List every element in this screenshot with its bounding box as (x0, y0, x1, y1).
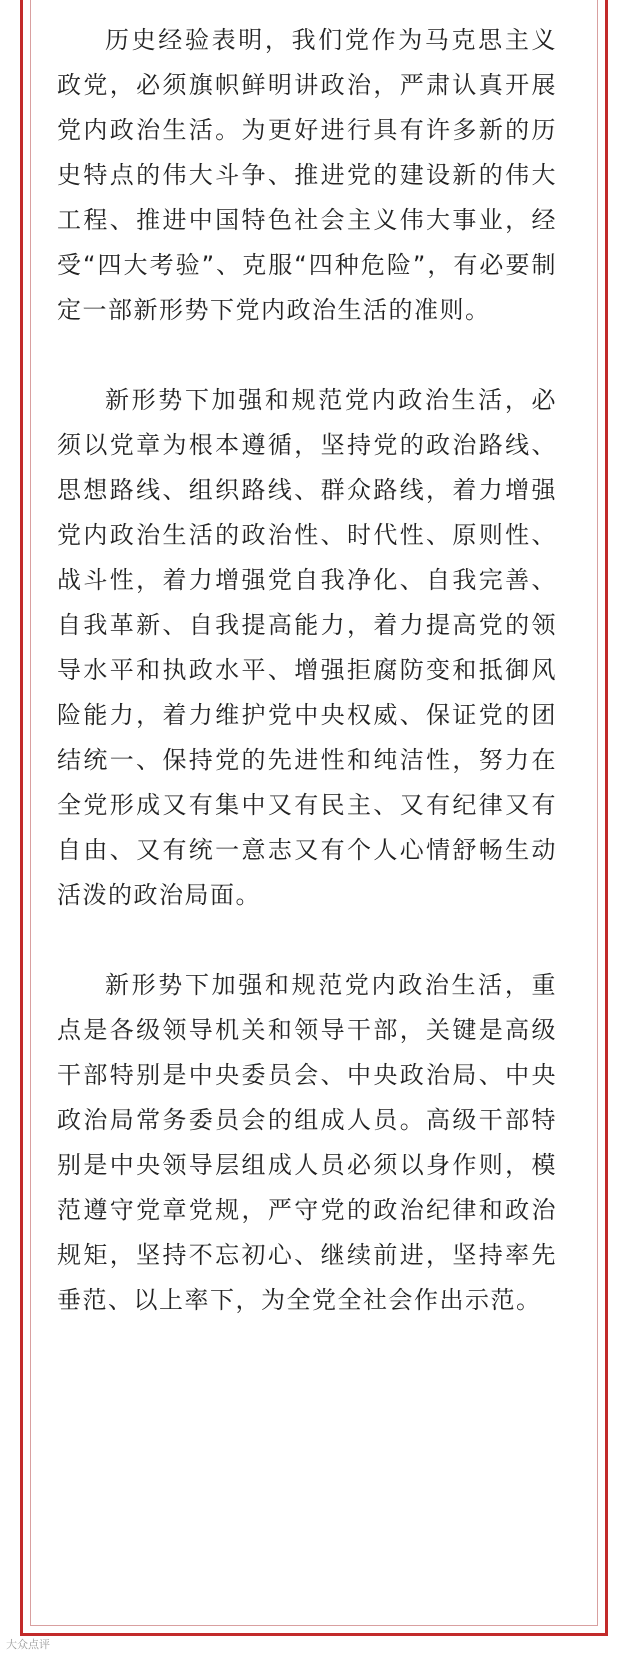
paragraph-3: 新形势下加强和规范党内政治生活，重点是各级领导机关和领导干部，关键是高级干部特别是中央委员会、中央政治局、中央政治局常务委员会的组成人员。高级干部特别是中央领导层组成人员必须以身作则，模范遵守党章党规，严守党的政治纪律和政治规矩，坚持不忘初心、继续前进，坚持率先垂范、以上率下，为全党全社会作出示范。 (57, 971, 557, 1314)
paragraph-2: 新形势下加强和规范党内政治生活，必须以党章为根本遵循，坚持党的政治路线、思想路线、组织路线、群众路线，着力增强党内政治生活的政治性、时代性、原则性、战斗性，着力增强党自我净化、自我完善、自我革新、自我提高能力，着力提高党的领导水平和执政水平、增强拒腐防变和抵御风险能力，着力维护党中央权威、保证党的团结统一、保持党的先进性和纯洁性，努力在全党形成又有集中又有民主、又有纪律又有自由、又有统一意志又有个人心情舒畅生动活泼的政治局面。 (57, 386, 557, 909)
paragraph-1: 历史经验表明，我们党作为马克思主义政党，必须旗帜鲜明讲政治，严肃认真开展党内政治生活。为更好进行具有许多新的历史特点的伟大斗争、推进党的建设新的伟大工程、推进中国特色社会主义伟大事业，经受“四大考验”、克服“四种危险”，有必要制定一部新形势下党内政治生活的准则。 (57, 26, 557, 324)
watermark-text: 大众点评 (6, 1638, 50, 1651)
paragraph-gap (57, 333, 557, 378)
paragraph-gap (57, 918, 557, 963)
article-body (57, 18, 557, 1323)
watermark (6, 1638, 50, 1652)
